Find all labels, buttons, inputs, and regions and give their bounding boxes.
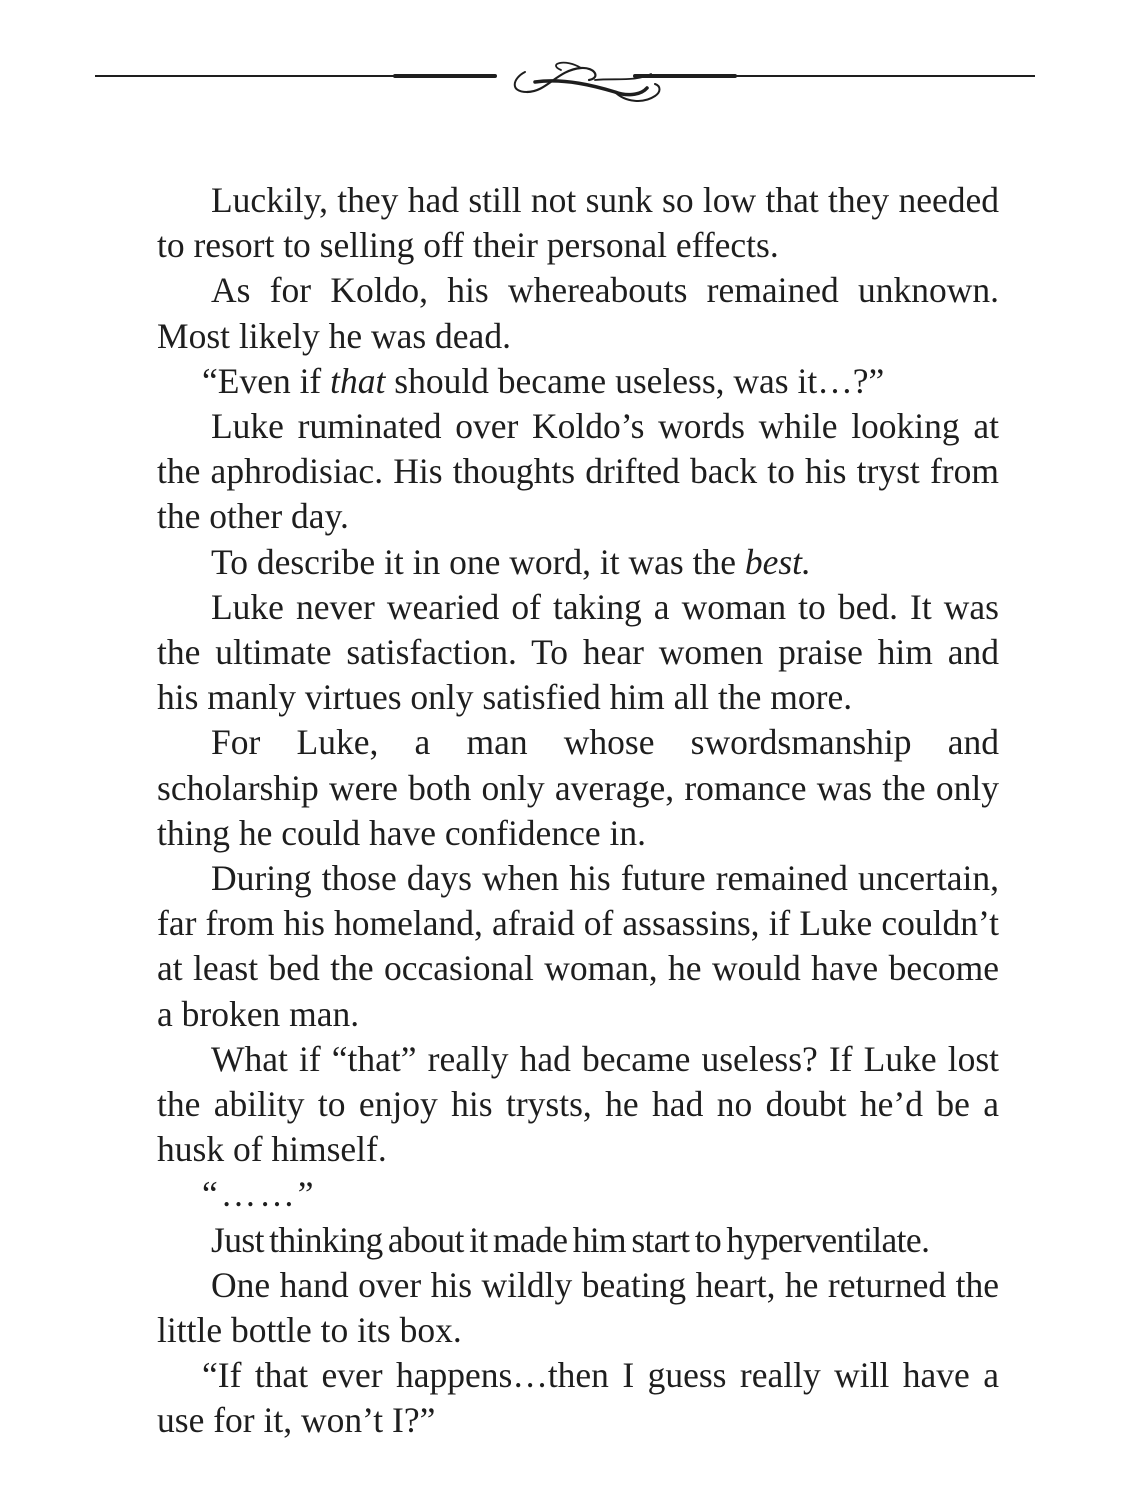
- paragraph-text: “Even if: [202, 360, 331, 401]
- paragraph: Luke ruminated over Koldo’s words while looking at the aphrodisiac. His thoughts drifted back to his tryst from the other day.: [157, 406, 999, 537]
- paragraph: [157, 540, 999, 585]
- paragraph: “……”: [202, 1174, 317, 1215]
- emphasis: best.: [744, 541, 811, 582]
- paragraph: One hand over his wildly beating heart, he returned the little bottle to its box.: [157, 1264, 999, 1351]
- paragraph-text: should became useless, was it…?”: [385, 360, 885, 401]
- paragraph: For Luke, a man whose swordsmanship and scholarship were both only average, romance was the only thing he could have confidence in.: [157, 722, 999, 853]
- paragraph: During those days when his future remained uncertain, far from his homeland, afraid of assassins, if Luke couldn’t at least bed the occasional woman, he would have become a broken man.: [157, 858, 999, 1034]
- paragraph-text: To describe it in one word, it was the: [211, 541, 745, 582]
- body-text: [157, 178, 999, 1444]
- paragraph: [157, 359, 999, 404]
- paragraph: Just thinking about it made him start to hyperventilate.: [211, 1219, 930, 1260]
- emphasis: that: [330, 360, 386, 401]
- paragraph: What if “that” really had became useless? If Luke lost the ability to enjoy his trysts, he had no doubt he’d be a husk of himself.: [157, 1038, 999, 1170]
- paragraph: Luke never wearied of taking a woman to bed. It was the ultimate satisfaction. To hear women praise him and his manly virtues only satisfied him all the more.: [157, 586, 999, 718]
- paragraph: Luckily, they had still not sunk so low that they needed to resort to selling off their personal effects.: [157, 180, 999, 266]
- header-flourish-divider-icon: [95, 52, 1035, 108]
- paragraph: “If that ever happens…then I guess really will have a use for it, won’t I?”: [157, 1355, 999, 1441]
- paragraph: As for Koldo, his whereabouts remained unknown. Most likely he was dead.: [157, 270, 999, 356]
